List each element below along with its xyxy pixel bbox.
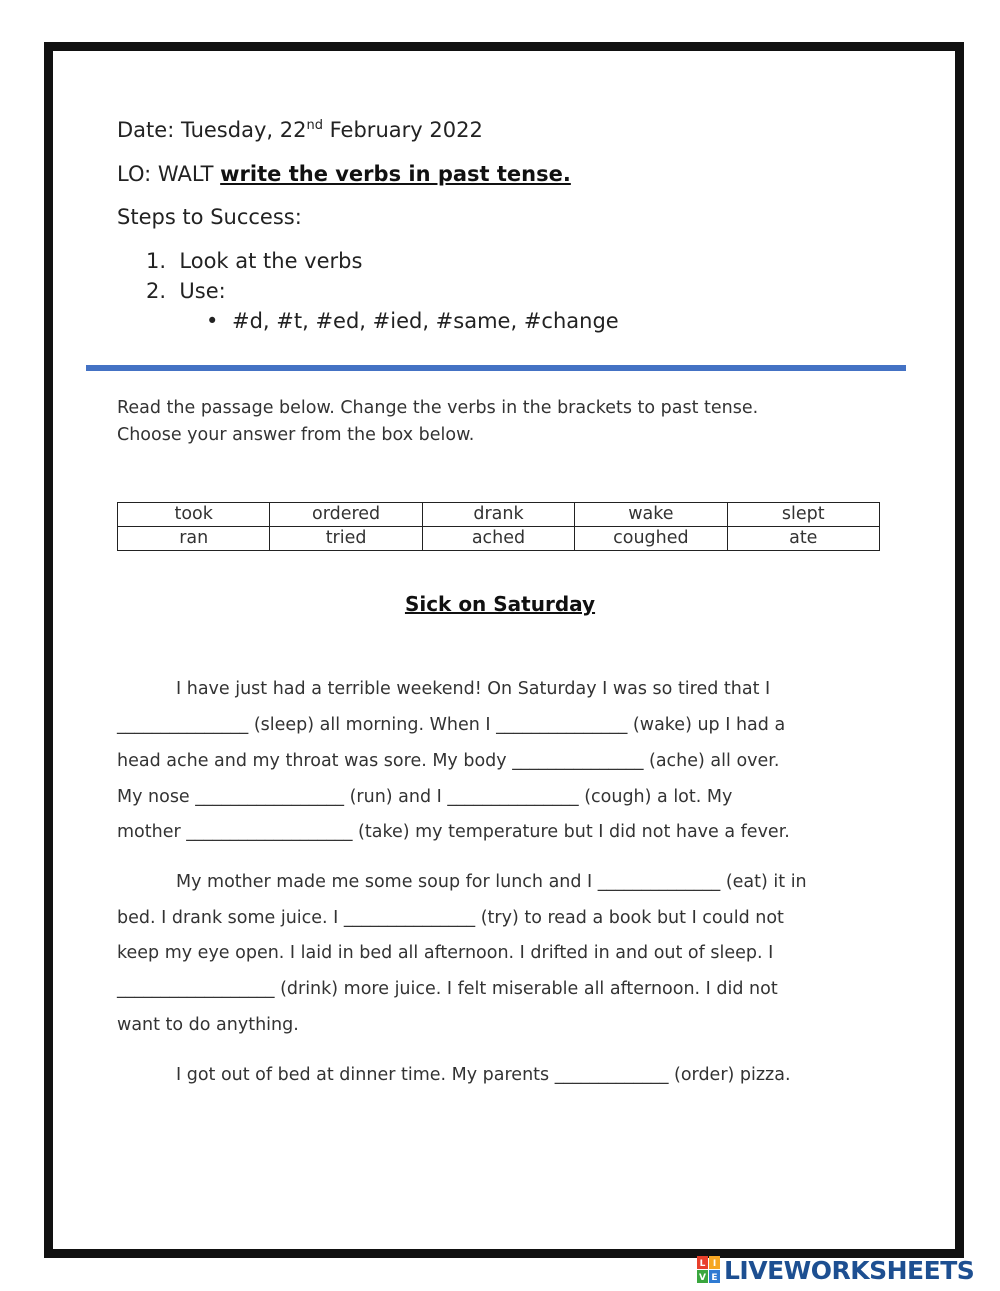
story-line: want to do anything. xyxy=(117,1015,299,1035)
instruction-line: Choose your answer from the box below. xyxy=(117,425,475,445)
word-cell: tried xyxy=(270,527,422,551)
story-line: My mother made me some soup for lunch and I ______________ (eat) it in xyxy=(176,872,807,892)
liveworksheets-watermark xyxy=(697,1256,974,1284)
word-cell: ran xyxy=(118,527,270,551)
svg-text:I: I xyxy=(712,1259,717,1269)
story-line: mother ___________________ (take) my temperature but I did not have a fever. xyxy=(117,822,790,842)
steps-heading: Steps to Success: xyxy=(117,205,302,229)
story-line: keep my eye open. I laid in bed all afternoon. I drifted in and out of sleep. I xyxy=(117,943,774,963)
liveworksheets-logo-icon xyxy=(697,1256,721,1284)
learning-objective: LO: WALT write the verbs in past tense. xyxy=(117,162,571,186)
story-title: Sick on Saturday xyxy=(404,592,596,616)
step-item: 2. Use: xyxy=(146,279,226,303)
svg-text:V: V xyxy=(699,1273,706,1283)
story-line: My nose _________________ (run) and I _______________ (cough) a lot. My xyxy=(117,787,733,807)
step-item: 1. Look at the verbs xyxy=(146,249,363,273)
bullet-icon: • xyxy=(206,309,219,333)
word-cell: ached xyxy=(422,527,574,551)
word-cell: slept xyxy=(727,503,879,527)
story-line: __________________ (drink) more juice. I felt miserable all afternoon. I did not xyxy=(117,979,778,999)
story-line: bed. I drank some juice. I _______________ (try) to read a book but I could not xyxy=(117,908,784,928)
word-cell: took xyxy=(118,503,270,527)
word-cell: drank xyxy=(422,503,574,527)
word-cell: ordered xyxy=(270,503,422,527)
word-box-row xyxy=(118,527,880,551)
word-cell: wake xyxy=(575,503,727,527)
watermark-text: LIVEWORKSHEETS xyxy=(724,1255,975,1285)
word-cell: ate xyxy=(727,527,879,551)
step-bullet: • #d, #t, #ed, #ied, #same, #change xyxy=(206,309,619,333)
svg-text:L: L xyxy=(699,1259,706,1269)
story-line: _______________ (sleep) all morning. When I _______________ (wake) up I had a xyxy=(117,715,786,735)
story-line: head ache and my throat was sore. My body _______________ (ache) all over. xyxy=(117,751,780,771)
svg-text:E: E xyxy=(711,1273,718,1283)
section-divider xyxy=(86,365,906,371)
word-box-row xyxy=(118,503,880,527)
story-line: I got out of bed at dinner time. My parents _____________ (order) pizza. xyxy=(176,1065,791,1085)
instruction-line: Read the passage below. Change the verbs in the brackets to past tense. xyxy=(117,398,759,418)
story-line: I have just had a terrible weekend! On Saturday I was so tired that I xyxy=(176,679,771,699)
word-cell: coughed xyxy=(575,527,727,551)
date-line: Date: Tuesday, 22nd February 2022 xyxy=(117,118,483,142)
word-box xyxy=(117,502,880,551)
